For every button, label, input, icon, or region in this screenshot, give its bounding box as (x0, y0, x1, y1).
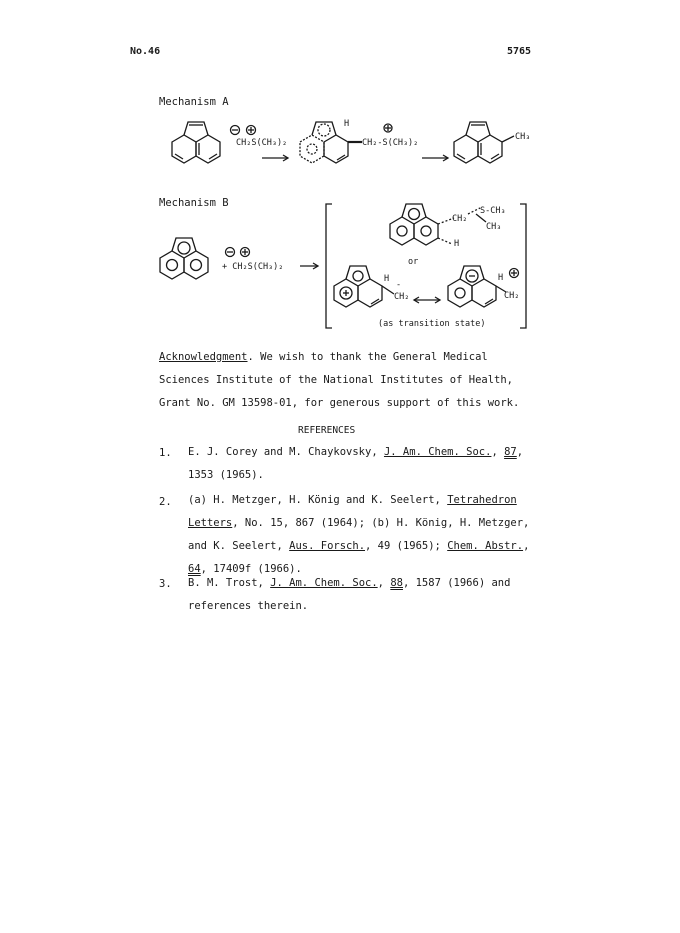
mech-b-s-ch3: S-CH₃ (480, 206, 506, 216)
ack-heading: Acknowledgment (159, 351, 248, 363)
mech-b-ch3: CH₃ (486, 222, 502, 232)
mech-b-ch2: CH₂ (452, 214, 468, 224)
ref-1-number: 1. (159, 447, 172, 459)
mech-b-lower-ch2: CH₂ (394, 292, 410, 302)
mechanism-b-label: Mechanism B (159, 197, 229, 209)
mechanism-b-scheme (150, 196, 540, 338)
acenaphthylene-structure (172, 122, 220, 163)
mech-b-lower-ch2-b: CH₂ (504, 291, 520, 301)
mech-b-lower-left-structure (334, 266, 394, 307)
journal-issue: No.46 (130, 46, 161, 57)
ref-3: B. M. Trost, J. Am. Chem. Soc., 88, 1587 (1966) and references therein. (188, 577, 511, 612)
mechanism-a-scheme (150, 112, 550, 182)
mechanism-a-label: Mechanism A (159, 96, 229, 108)
mech-b-reactant-structure (160, 238, 208, 279)
ack-line-2: Sciences Institute of the National Institutes of Health, (159, 374, 514, 386)
methylacenaphthylene-structure (454, 122, 514, 163)
ref-3-number: 3. (159, 578, 172, 590)
mech-a-reagent: CH₂S(CH₃)₂ (236, 138, 288, 148)
mech-a-h: H (344, 119, 350, 129)
mech-b-lower-h2: H (498, 273, 504, 283)
intermediate-structure (300, 122, 362, 163)
page-number: 5765 (507, 46, 532, 57)
ref-2-number: 2. (159, 496, 172, 508)
mech-b-reagent: + CH₂S(CH₃)₂ (222, 262, 284, 272)
references-heading: REFERENCES (298, 425, 356, 436)
ref-2: (a) H. Metzger, H. König and K. Seelert, Tetrahedron Letters, No. 15, 867 (1964); (b) H. König, H. Metzger, and K. Seelert, Aus. Forsch., 49 (1965); Chem. Abstr., 64, 17409f (1966). (188, 494, 530, 575)
mech-b-note: (as transition state) (378, 319, 486, 329)
mech-b-h: H (454, 239, 460, 249)
ack-line-3: Grant No. GM 13598-01, for generous support of this work. (159, 397, 520, 409)
ref-1: E. J. Corey and M. Chaykovsky, J. Am. Chem. Soc., 87, 1353 (1965). (188, 446, 524, 481)
mech-a-intermediate-group: CH₂-S(CH₃)₂ (362, 138, 419, 148)
mech-b-upper-ts-structure (390, 204, 486, 245)
mech-b-lower-h1: H (384, 274, 390, 284)
acknowledgment-paragraph (159, 346, 519, 415)
mech-a-product-group: CH₃ (515, 132, 531, 142)
mech-b-lower-minus: - (396, 280, 402, 290)
ack-line-1: Acknowledgment. We wish to thank the General Medical (159, 351, 488, 363)
mech-b-or: or (408, 257, 419, 267)
